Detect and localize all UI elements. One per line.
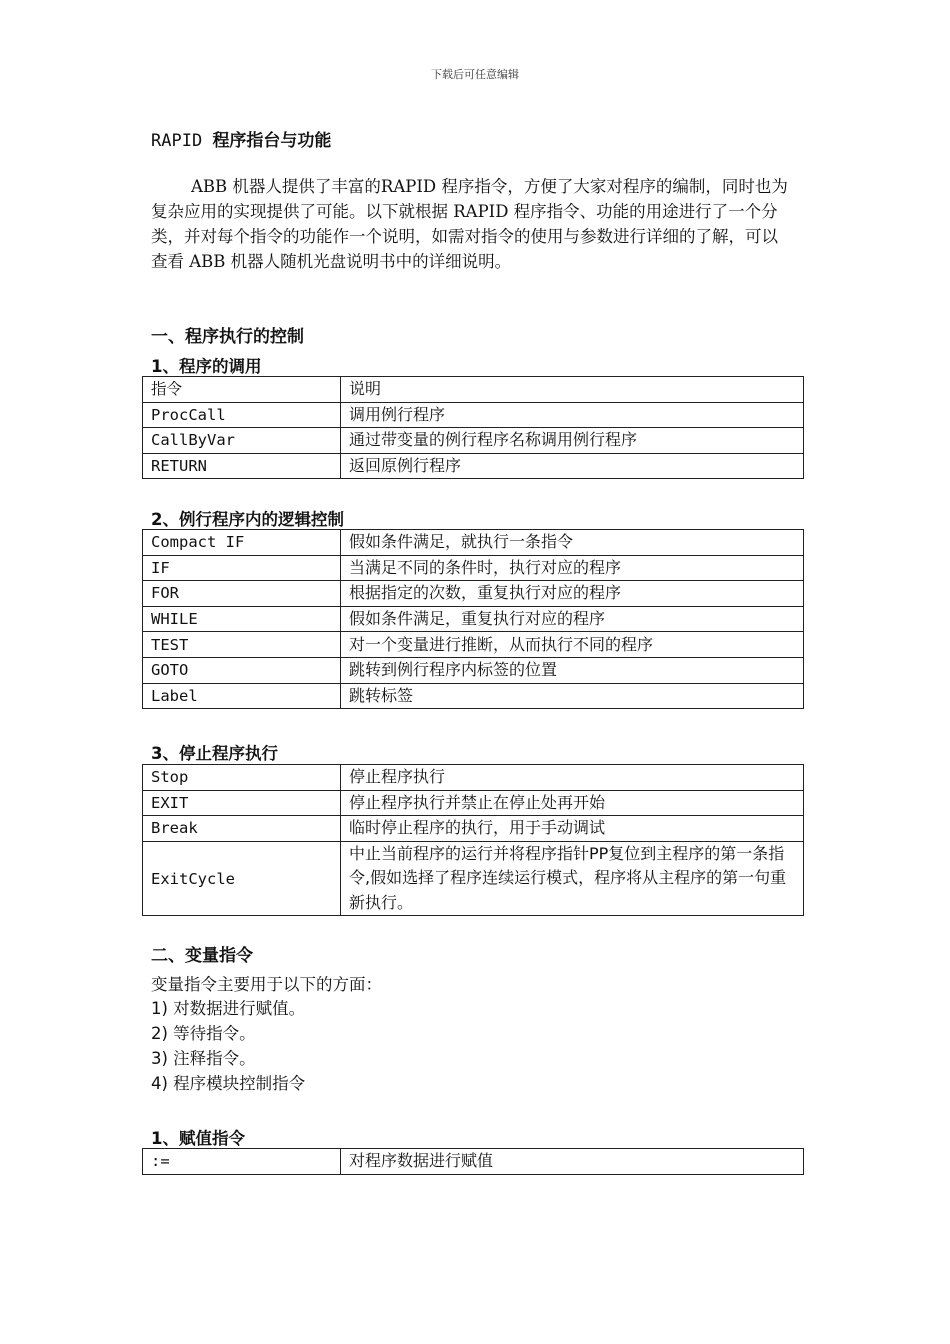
table-row bbox=[143, 377, 804, 403]
cmd-cell: RETURN bbox=[143, 453, 341, 479]
title-latin: RAPID bbox=[151, 131, 203, 151]
desc-cell: 返回原例行程序 bbox=[341, 453, 804, 479]
document-title bbox=[151, 126, 331, 151]
page-header-note: 下载后可任意编辑 bbox=[431, 68, 519, 81]
cmd-cell: Break bbox=[143, 816, 341, 842]
section1-sub2-heading: 2、例行程序内的逻辑控制 bbox=[151, 510, 344, 529]
desc-cell: 根据指定的次数，重复执行对应的程序 bbox=[341, 581, 804, 607]
desc-cell: 中止当前程序的运行并将程序指针PP复位到主程序的第一条指令,假如选择了程序连续运行模式，程序将从主程序的第一句重新执行。 bbox=[341, 841, 804, 916]
table-row bbox=[143, 402, 804, 428]
cmd-cell: WHILE bbox=[143, 606, 341, 632]
table-logic-control bbox=[142, 529, 804, 709]
desc-cell: 跳转到例行程序内标签的位置 bbox=[341, 657, 804, 683]
list-item: 1) 对数据进行赋值。 bbox=[151, 999, 306, 1018]
table-row bbox=[143, 657, 804, 683]
table-row bbox=[143, 841, 804, 916]
desc-cell: 跳转标签 bbox=[341, 683, 804, 709]
cmd-cell: Compact IF bbox=[143, 530, 341, 556]
desc-cell: 临时停止程序的执行，用于手动调试 bbox=[341, 816, 804, 842]
section2-intro: 变量指令主要用于以下的方面： bbox=[151, 975, 382, 994]
desc-cell: 对一个变量进行推断，从而执行不同的程序 bbox=[341, 632, 804, 658]
desc-cell: 通过带变量的例行程序名称调用例行程序 bbox=[341, 428, 804, 454]
cmd-cell: EXIT bbox=[143, 790, 341, 816]
table-row bbox=[143, 581, 804, 607]
cmd-cell: Label bbox=[143, 683, 341, 709]
list-item: 4) 程序模块控制指令 bbox=[151, 1074, 306, 1093]
desc-cell: 假如条件满足，重复执行对应的程序 bbox=[341, 606, 804, 632]
intro-paragraph bbox=[151, 174, 791, 274]
table-header-cmd: 指令 bbox=[143, 377, 341, 403]
cmd-cell: IF bbox=[143, 555, 341, 581]
table-row bbox=[143, 790, 804, 816]
desc-cell: 调用例行程序 bbox=[341, 402, 804, 428]
section1-sub3-heading: 3、停止程序执行 bbox=[151, 744, 278, 763]
section1-sub1-heading: 1、程序的调用 bbox=[151, 357, 262, 376]
cmd-cell: FOR bbox=[143, 581, 341, 607]
table-row bbox=[143, 683, 804, 709]
cmd-cell: GOTO bbox=[143, 657, 341, 683]
table-row bbox=[143, 530, 804, 556]
table-assignment bbox=[142, 1148, 804, 1175]
intro-text: ABB 机器人提供了丰富的RAPID 程序指令，方便了大家对程序的编制，同时也为复杂应用的实现提供了可能。以下就根据 RAPID 程序指令、功能的用途进行了一个分类，并对每个指令的功能作一个说明，如需对指令的使用与参数进行详细的了解，可以查看 ABB 机器人随机光盘说明书中的详细说明。 bbox=[151, 177, 788, 271]
table-row bbox=[143, 1149, 804, 1175]
table-row bbox=[143, 816, 804, 842]
cmd-cell: := bbox=[143, 1149, 341, 1175]
cmd-cell: Stop bbox=[143, 765, 341, 791]
table-row bbox=[143, 428, 804, 454]
list-item: 3) 注释指令。 bbox=[151, 1049, 256, 1068]
section2-sub1-heading: 1、赋值指令 bbox=[151, 1129, 245, 1148]
cmd-cell: CallByVar bbox=[143, 428, 341, 454]
table-row bbox=[143, 632, 804, 658]
table-program-call bbox=[142, 376, 804, 479]
desc-cell: 停止程序执行 bbox=[341, 765, 804, 791]
section2-heading: 二、变量指令 bbox=[151, 946, 253, 966]
cmd-cell: TEST bbox=[143, 632, 341, 658]
list-item: 2) 等待指令。 bbox=[151, 1024, 256, 1043]
variable-usage-list bbox=[151, 996, 305, 1096]
section1-heading: 一、程序执行的控制 bbox=[151, 327, 304, 347]
table-row bbox=[143, 555, 804, 581]
cmd-cell: ExitCycle bbox=[143, 841, 341, 916]
table-row bbox=[143, 606, 804, 632]
cmd-cell: ProcCall bbox=[143, 402, 341, 428]
title-cjk: 程序指台与功能 bbox=[212, 131, 332, 151]
table-stop-execution bbox=[142, 764, 804, 916]
table-header-desc: 说明 bbox=[341, 377, 804, 403]
table-row bbox=[143, 765, 804, 791]
desc-cell: 对程序数据进行赋值 bbox=[341, 1149, 804, 1175]
desc-cell: 当满足不同的条件时，执行对应的程序 bbox=[341, 555, 804, 581]
table-row bbox=[143, 453, 804, 479]
desc-cell: 停止程序执行并禁止在停止处再开始 bbox=[341, 790, 804, 816]
desc-cell: 假如条件满足，就执行一条指令 bbox=[341, 530, 804, 556]
